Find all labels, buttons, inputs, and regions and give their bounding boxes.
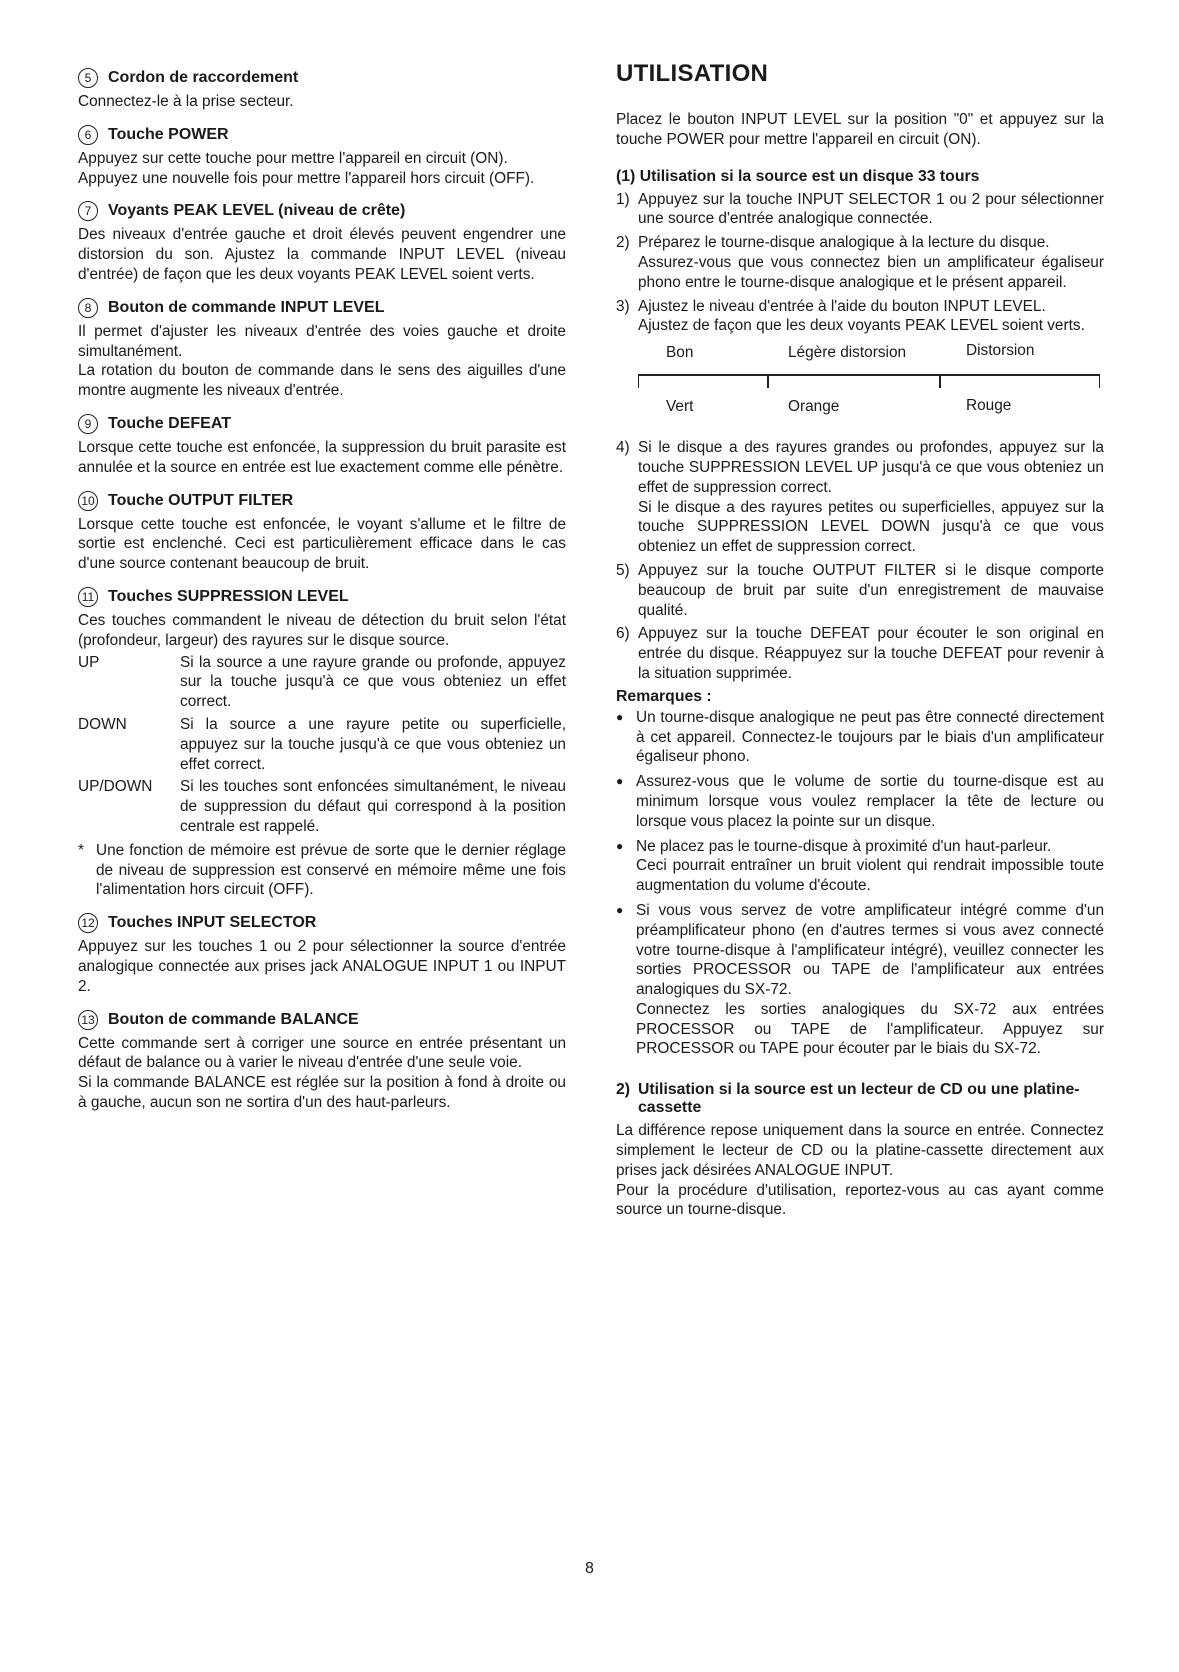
- remark-text: [636, 837, 1104, 896]
- section-heading: [78, 414, 566, 434]
- step-text-line-2: Ajustez de façon que les deux voyants PEAK LEVEL soient verts.: [638, 317, 1085, 335]
- section-text: Appuyez sur les touches 1 ou 2 pour sélectionner la source d'entrée analogique connectée aux prises jack ANALOGUE INPUT 1 ou INPUT 2.: [78, 938, 566, 995]
- term-label: DOWN: [78, 715, 127, 733]
- step-item: [616, 624, 1104, 683]
- section-balance: [78, 1010, 566, 1113]
- section-title: Bouton de commande BALANCE: [108, 1010, 359, 1028]
- circled-number: 12: [78, 913, 98, 933]
- circled-number: 6: [78, 125, 98, 145]
- circled-number: 9: [78, 414, 98, 434]
- section-title: Touche DEFEAT: [108, 414, 231, 432]
- term-label: UP: [78, 653, 100, 671]
- step-item: [616, 233, 1104, 292]
- section-text: Appuyez sur cette touche pour mettre l'appareil en circuit (ON).: [78, 149, 508, 167]
- memory-note: [78, 841, 566, 900]
- step-text-line: Préparez le tourne-disque analogique à la lecture du disque.: [638, 234, 1050, 252]
- subsection-text: La différence repose uniquement dans la source en entrée. Connectez simplement le lecteur de CD ou la platine-cassette directement aux prises jack désirées ANALOGUE INPUT.: [616, 1122, 1104, 1179]
- section-output-filter: [78, 491, 566, 574]
- term-description: Si la source a une rayure grande ou profonde, appuyez sur la touche jusqu'à ce que vous obteniez un effet correct.: [180, 653, 566, 711]
- remarks-heading: Remarques :: [616, 687, 712, 705]
- remark-text-line: Ne placez pas le tourne-disque à proximité d'un haut-parleur.: [636, 837, 1052, 855]
- circled-number: 7: [78, 201, 98, 221]
- subsection-title-text: Utilisation si la source est un lecteur de CD ou une platine-cassette: [638, 1081, 1080, 1117]
- step-number: 2): [616, 234, 630, 252]
- subsection-title-1: (1) Utilisation si la source est un disque 33 tours: [616, 167, 980, 185]
- intro-text: Placez le bouton INPUT LEVEL sur la position "0" et appuyez sur la touche POWER pour mettre l'appareil en circuit (ON).: [616, 111, 1104, 148]
- section-heading: [78, 125, 566, 145]
- subsection-title-2: [616, 1081, 1104, 1117]
- scale-label-bon: Bon: [666, 344, 694, 362]
- asterisk-mark: *: [78, 841, 84, 859]
- section-text: Cette commande sert à corriger une source en entrée présentant un défaut de balance ou à varier le niveau d'entrée d'une seule voie.: [78, 1034, 566, 1072]
- scale-tick: [767, 374, 769, 388]
- term-row: [78, 715, 566, 774]
- step-text-line: Appuyez sur la touche INPUT SELECTOR 1 ou 2 pour sélectionner une source d'entrée analogique connectée.: [638, 190, 1104, 228]
- section-heading: [78, 298, 566, 318]
- remark-item: [616, 708, 1104, 767]
- subsection-text-2: Pour la procédure d'utilisation, reportez-vous au cas ayant comme source un tourne-disque.: [616, 1181, 1104, 1219]
- step-number: 3): [616, 297, 630, 315]
- section-title: Touches SUPPRESSION LEVEL: [108, 587, 349, 605]
- remark-text-line-2: Ceci pourrait entraîner un bruit violent qui rendrait impossible toute augmentation du volume d'écoute.: [636, 857, 1104, 895]
- section-suppression-level: [78, 587, 566, 900]
- circled-number: 11: [78, 587, 98, 607]
- step-item: [616, 297, 1104, 337]
- subsection-number: 2): [616, 1081, 631, 1099]
- section-title: Cordon de raccordement: [108, 69, 299, 86]
- remark-item: [616, 837, 1104, 896]
- term-description: Si la source a une rayure petite ou superficielle, appuyez sur la touche jusqu'à ce que vous obteniez un effet correct.: [180, 715, 566, 773]
- section-cordon: [78, 68, 566, 112]
- term-row: [78, 777, 566, 836]
- remark-item: [616, 772, 1104, 831]
- remark-text-line: Si vous vous servez de votre amplificateur intégré comme d'un préamplificateur phono (en d'autres termes si vous avez connecté votre tourne-disque à l'amplificateur intégré), veuillez connecter les sorties PROCESSOR ou TAPE de l'amplificateur aux entrées analogiques du SX-72.: [636, 901, 1104, 999]
- section-text-2: La rotation du bouton de commande dans le sens des aiguilles d'une montre augmente les niveaux d'entrée.: [78, 362, 566, 400]
- memory-note-text: Une fonction de mémoire est prévue de sorte que le dernier réglage de niveau de suppression est conservé en mémoire même une fois l'alimentation hors circuit (OFF).: [96, 841, 566, 899]
- section-text-2: Appuyez une nouvelle fois pour mettre l'appareil hors circuit (OFF).: [78, 169, 535, 187]
- page-title: UTILISATION: [616, 60, 769, 87]
- section-defeat: [78, 414, 566, 478]
- scale-label-distorsion: Distorsion: [966, 342, 1035, 360]
- step-text-line: Si le disque a des rayures grandes ou profondes, appuyez sur la touche SUPPRESSION LEVEL UP jusqu'à ce que vous obteniez un effet de suppression correct.: [638, 439, 1104, 496]
- step-number: 4): [616, 439, 630, 457]
- step-text: [638, 233, 1104, 292]
- section-heading: [78, 491, 566, 511]
- step-text: [638, 297, 1104, 337]
- step-number: 5): [616, 561, 630, 579]
- section-title: Bouton de commande INPUT LEVEL: [108, 298, 385, 316]
- scale-bar-line: [639, 374, 1099, 376]
- step-text: [638, 438, 1104, 557]
- scale-label-orange: Orange: [788, 398, 840, 416]
- section-text: Ces touches commandent le niveau de détection du bruit selon l'état (profondeur, largeur) des rayures sur le disque source.: [78, 611, 566, 649]
- scale-label-vert: Vert: [666, 398, 694, 416]
- step-number: 6): [616, 625, 630, 643]
- step-text-line-2: Assurez-vous que vous connectez bien un amplificateur égaliseur phono entre le tourne-disque analogique et le présent appareil.: [638, 253, 1104, 291]
- peak-level-scale-diagram: [638, 342, 1104, 430]
- step-item: [616, 190, 1104, 230]
- section-text: Connectez-le à la prise secteur.: [78, 93, 294, 110]
- scale-bar: [638, 374, 1100, 388]
- step-item: [616, 561, 1104, 620]
- section-heading: [78, 913, 566, 933]
- section-heading: [78, 68, 566, 88]
- suppression-term-list: [78, 653, 566, 837]
- subsection-cd-cassette: [616, 1081, 1104, 1220]
- section-heading: [78, 1010, 566, 1030]
- left-column: [78, 68, 566, 1126]
- section-title: Touches INPUT SELECTOR: [108, 914, 317, 932]
- remark-text: [636, 901, 1104, 1059]
- remark-text: Un tourne-disque analogique ne peut pas être connecté directement à cet appareil. Connectez-le toujours par le biais d'un amplificateur égaliseur phono.: [636, 708, 1104, 766]
- circled-number: 5: [78, 68, 98, 88]
- circled-number: 8: [78, 298, 98, 318]
- section-heading: [78, 587, 566, 607]
- section-input-level: [78, 298, 566, 401]
- step-text-line-2: Si le disque a des rayures petites ou superficielles, appuyez sur la touche SUPPRESSION LEVEL DOWN jusqu'à ce que vous obteniez un effet de suppression correct.: [638, 498, 1104, 556]
- circled-number: 13: [78, 1010, 98, 1030]
- scale-tick: [939, 374, 941, 388]
- circled-number: 10: [78, 491, 98, 511]
- section-title: Touche OUTPUT FILTER: [108, 491, 294, 509]
- remark-text-line-2: Connectez les sorties analogiques du SX-72 aux entrées PROCESSOR ou TAPE de l'amplificateur. Appuyez sur PROCESSOR ou TAPE pour écouter par le biais du SX-72.: [636, 1000, 1104, 1058]
- scale-label-rouge: Rouge: [966, 397, 1012, 415]
- section-text: Lorsque cette touche est enfoncée, la suppression du bruit parasite est annulée et la source en entrée est lue exactement comme elle pénètre.: [78, 438, 566, 476]
- step-item: [616, 438, 1104, 557]
- step-text: Appuyez sur la touche DEFEAT pour écouter le son original en entrée du disque. Réappuyez sur la touche DEFEAT pour revenir à la situation supprimée.: [638, 625, 1104, 682]
- right-column: [616, 60, 1104, 1220]
- term-description: Si les touches sont enfoncées simultanément, le niveau de suppression du défaut qui correspond à la position centrale est rappelé.: [180, 778, 566, 835]
- bullet-icon: ●: [616, 838, 624, 853]
- steps-list-a: [616, 190, 1104, 337]
- bullet-icon: ●: [616, 902, 624, 917]
- section-peak-level: [78, 201, 566, 284]
- term-label: UP/DOWN: [78, 778, 153, 796]
- step-text: Appuyez sur la touche OUTPUT FILTER si le disque comporte beaucoup de bruit par suite d'un enregistrement de mauvaise qualité.: [638, 561, 1104, 619]
- steps-list-b: [616, 438, 1104, 684]
- section-heading: [78, 201, 566, 221]
- step-text: [638, 190, 1104, 230]
- section-title: Voyants PEAK LEVEL (niveau de crête): [108, 202, 406, 220]
- scale-label-legere-distorsion: Légère distorsion: [788, 344, 907, 362]
- page-number: 8: [585, 1560, 594, 1577]
- bullet-icon: ●: [616, 709, 624, 724]
- bullet-icon: ●: [616, 774, 624, 789]
- section-title: Touche POWER: [108, 125, 229, 143]
- remarks-list: [616, 708, 1104, 1060]
- step-number: 1): [616, 190, 630, 208]
- section-text: Il permet d'ajuster les niveaux d'entrée des voies gauche et droite simultanément.: [78, 322, 566, 360]
- section-power: [78, 125, 566, 189]
- term-row: [78, 653, 566, 712]
- remark-item: [616, 901, 1104, 1059]
- section-text-2: Si la commande BALANCE est réglée sur la position à fond à droite ou à gauche, aucun son ne sortira d'un des haut-parleurs.: [78, 1074, 566, 1111]
- step-text-line: Ajustez le niveau d'entrée à l'aide du bouton INPUT LEVEL.: [638, 297, 1046, 315]
- section-input-selector: [78, 913, 566, 996]
- remark-text: Assurez-vous que le volume de sortie du tourne-disque est au minimum lorsque vous voulez remplacer la tête de lecture ou lorsque vous placez la pointe sur un disque.: [636, 773, 1104, 830]
- section-text: Lorsque cette touche est enfoncée, le voyant s'allume et le filtre de sortie est enclenché. Ceci est particulièrement efficace dans le cas d'une source contenant beaucoup de bruit.: [78, 515, 566, 573]
- section-text: Des niveaux d'entrée gauche et droit élevés peuvent engendrer une distorsion du son. Ajustez la commande INPUT LEVEL (niveau d'entrée) de façon que les deux voyants PEAK LEVEL soient verts.: [78, 226, 566, 283]
